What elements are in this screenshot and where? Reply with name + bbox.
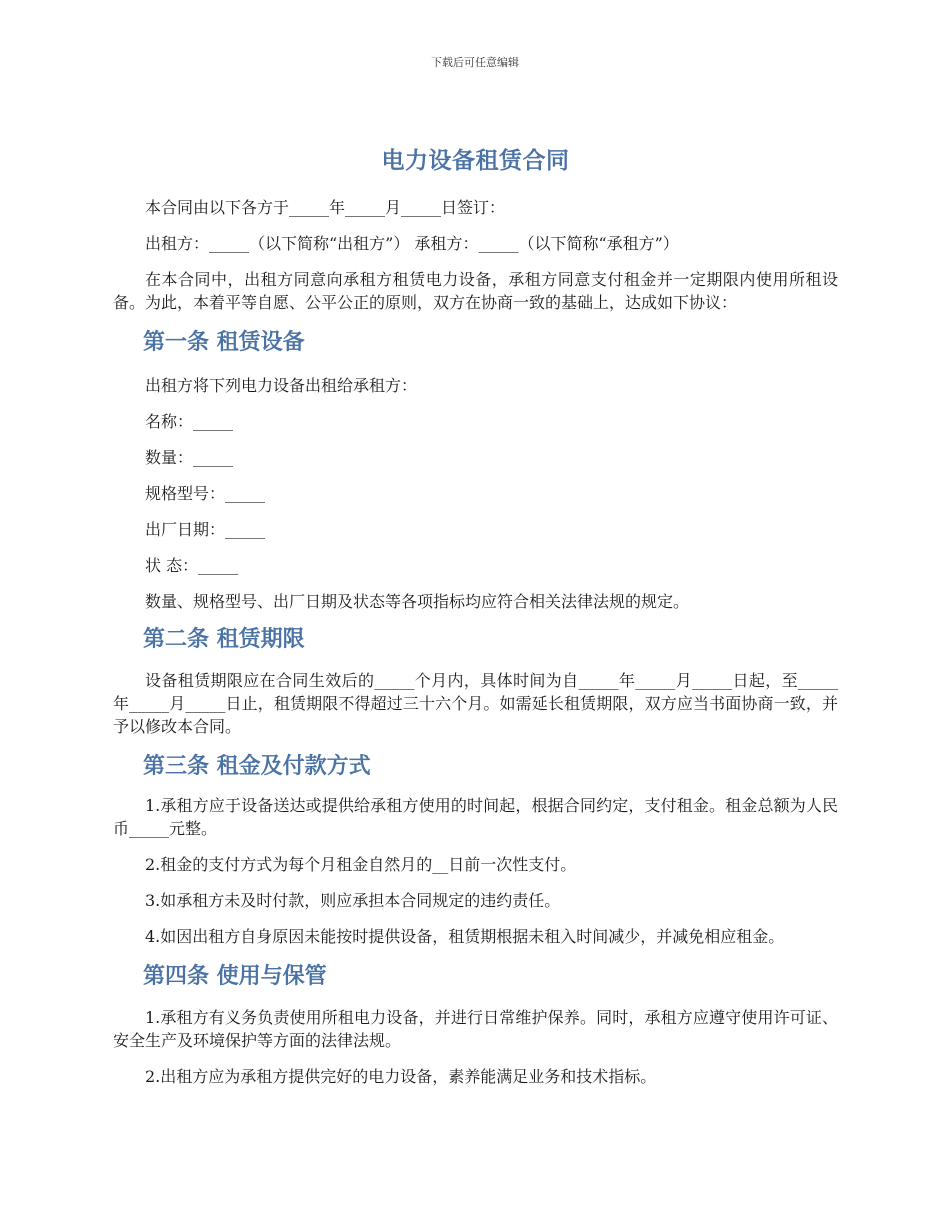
article3-item2: 2.租金的支付方式为每个月租金自然月的__日前一次性支付。 — [145, 855, 577, 874]
document-title: 电力设备租赁合同 — [381, 148, 570, 174]
parties-line: 出租方：_____（以下简称“出租方”） 承租方：_____（以下简称“承租方”） — [145, 234, 679, 253]
header-note: 下载后可任意编辑 — [431, 56, 519, 69]
article3-item1: 1.承租方应于设备送达或提供给承租方使用的时间起，根据合同约定，支付租金。租金总额为人民币_____元整。 — [113, 796, 838, 838]
article3-item4: 4.如因出租方自身原因未能按时提供设备，租赁期根据未租入时间减少，并减免相应租金。 — [145, 927, 785, 946]
article2-text: 设备租赁期限应在合同生效后的_____个月内，具体时间为自_____年_____月_____日起，至_____年_____月_____日止，租赁期限不得超过三十六个月。如需延长租赁期限，双方应当书面协商一致，并予以修改本合同。 — [113, 671, 838, 736]
article3-item3: 3.如承租方未及时付款，则应承担本合同规定的违约责任。 — [145, 891, 561, 910]
article4-item1: 1.承租方有义务负责使用所租电力设备，并进行日常维护保养。同时，承租方应遵守使用许可证、安全生产及环境保护等方面的法律法规。 — [113, 1008, 838, 1050]
preamble-paragraph: 在本合同中，出租方同意向承租方租赁电力设备，承租方同意支付租金并一定期限内使用所租设备。为此，本着平等自愿、公平公正的原则，双方在协商一致的基础上，达成如下协议： — [113, 270, 838, 312]
article1-compliance: 数量、规格型号、出厂日期及状态等各项指标均应符合相关法律法规的规定。 — [145, 592, 690, 611]
article3-heading: 第三条 租金及付款方式 — [143, 754, 371, 779]
article1-lead: 出租方将下列电力设备出租给承租方： — [145, 376, 418, 395]
article1-heading: 第一条 租赁设备 — [143, 330, 305, 355]
document-body — [113, 146, 838, 1088]
field-model: 规格型号：_____ — [145, 484, 266, 503]
field-status: 状 态：_____ — [145, 556, 239, 575]
field-quantity: 数量：_____ — [145, 448, 234, 467]
article2-heading: 第二条 租赁期限 — [143, 627, 305, 652]
article4-heading: 第四条 使用与保管 — [143, 964, 327, 989]
field-name: 名称：_____ — [145, 412, 234, 431]
field-mfg-date: 出厂日期：_____ — [145, 520, 266, 539]
article4-item2: 2.出租方应为承租方提供完好的电力设备，素养能满足业务和技术指标。 — [145, 1067, 657, 1086]
signing-line: 本合同由以下各方于_____年_____月_____日签订： — [145, 198, 506, 217]
